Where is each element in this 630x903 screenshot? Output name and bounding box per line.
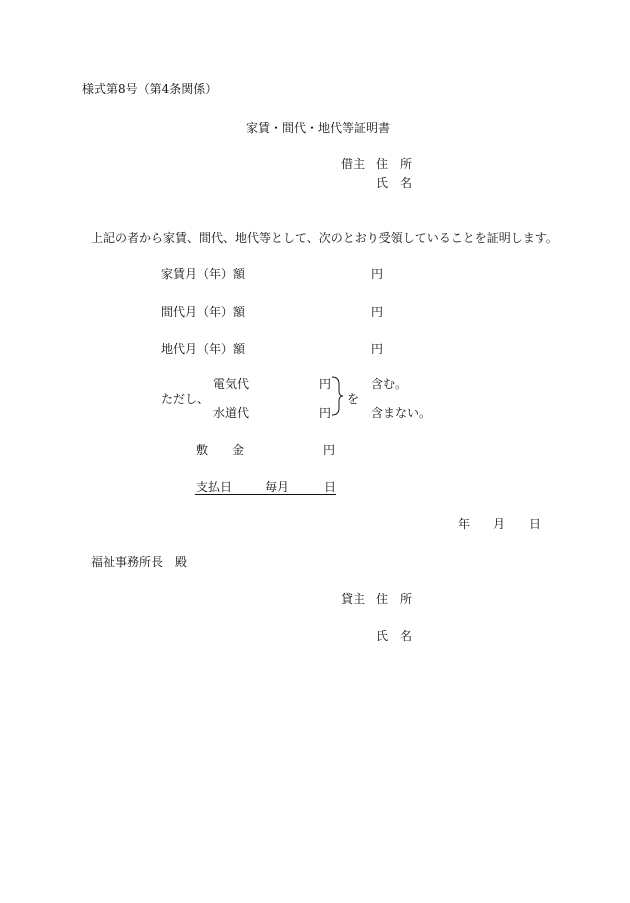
lender-label: 貸主 — [341, 592, 366, 606]
borrower-label: 借主 — [341, 157, 366, 171]
deposit-label: 敷 金 — [196, 443, 245, 457]
document-title: 家賃・間代・地代等証明書 — [246, 121, 391, 135]
excludes-text: 含まない。 — [371, 406, 432, 420]
proviso-prefix: ただし、 — [161, 392, 210, 406]
electricity-unit: 円 — [319, 377, 332, 391]
room-rent-amount-label: 間代月（年）額 — [161, 305, 246, 319]
date-year: 年 — [458, 517, 471, 531]
lender-name-label: 氏 名 — [376, 629, 413, 643]
land-rent-amount-unit: 円 — [371, 342, 384, 356]
room-rent-amount-unit: 円 — [371, 305, 384, 319]
payment-underline — [195, 494, 336, 495]
payment-monthly-label: 毎月 — [265, 480, 290, 494]
payment-day-unit: 日 — [324, 480, 337, 494]
borrower-address-label: 住 所 — [376, 157, 413, 171]
includes-text: 含む。 — [371, 377, 408, 391]
certification-statement: 上記の者から家賃、間代、地代等として、次のとおり受領していることを証明します。 — [91, 231, 558, 245]
addressee: 福祉事務所長 殿 — [91, 555, 188, 569]
water-label: 水道代 — [213, 406, 250, 420]
land-rent-amount-label: 地代月（年）額 — [161, 342, 246, 356]
lender-address-label: 住 所 — [376, 592, 413, 606]
water-unit: 円 — [319, 406, 332, 420]
form-number: 様式第8号（第4条関係） — [82, 82, 218, 96]
deposit-unit: 円 — [323, 443, 336, 457]
date-month: 月 — [493, 517, 506, 531]
payment-day-label: 支払日 — [196, 480, 233, 494]
rent-amount-unit: 円 — [371, 267, 384, 281]
electricity-label: 電気代 — [213, 377, 250, 391]
proviso-particle: を — [347, 392, 360, 406]
right-brace — [330, 376, 344, 416]
borrower-name-label: 氏 名 — [376, 176, 413, 190]
date-day: 日 — [529, 517, 542, 531]
rent-amount-label: 家賃月（年）額 — [161, 267, 246, 281]
